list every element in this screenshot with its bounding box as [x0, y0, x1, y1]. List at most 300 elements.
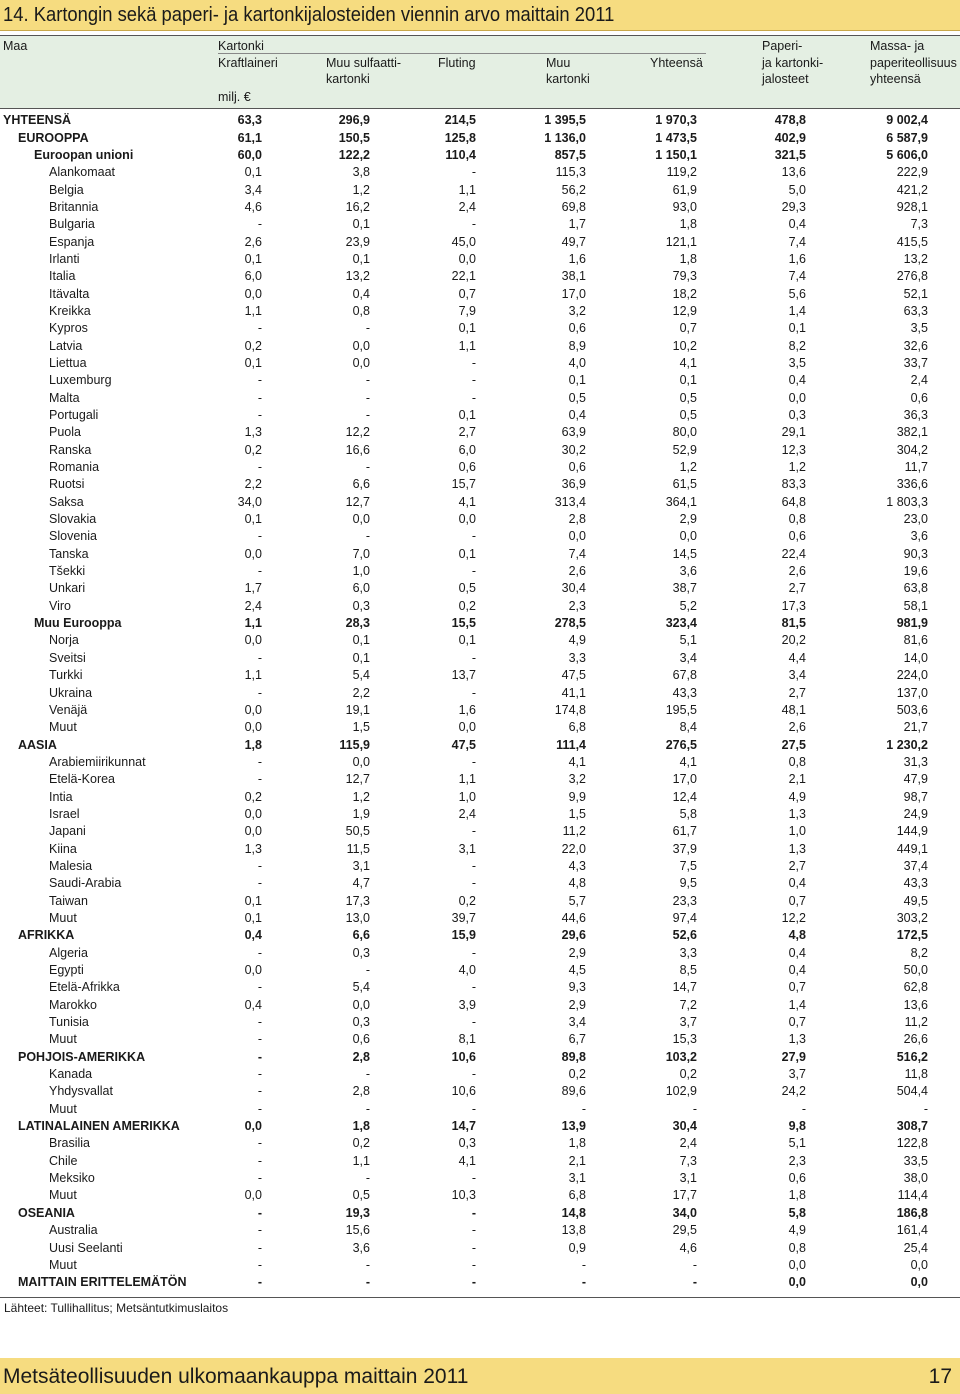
row-value: 114,4	[897, 1188, 928, 1203]
table-row	[0, 945, 960, 962]
row-value: -	[257, 1049, 262, 1064]
row-value: 22,0	[561, 841, 586, 856]
row-value: 6,8	[568, 720, 586, 735]
row-value: 0,6	[352, 1032, 370, 1047]
row-value: 0,5	[679, 390, 697, 405]
row-value: 23,0	[903, 512, 928, 527]
row-padding	[928, 407, 960, 424]
row-value: 161,4	[896, 1223, 928, 1238]
row-label: Alankomaat	[49, 165, 116, 180]
row-value: 16,6	[345, 442, 370, 457]
table-row	[0, 875, 960, 892]
row-value: -	[257, 1015, 262, 1030]
row-label: Etelä-Korea	[49, 772, 116, 787]
row-value: 2,1	[788, 772, 806, 787]
row-value: -	[257, 1136, 262, 1151]
row-value: 224,0	[896, 668, 928, 683]
row-value: 0,7	[788, 1015, 806, 1030]
row-value: 214,5	[444, 113, 476, 128]
row-value: 382,1	[896, 425, 928, 440]
row-value: 1,5	[568, 806, 586, 821]
table-row	[0, 1187, 960, 1204]
header-paperi-1: Paperi-	[762, 39, 803, 53]
row-padding	[928, 945, 960, 962]
row-value: 4,9	[568, 633, 586, 648]
row-value: 12,4	[672, 789, 697, 804]
row-padding	[928, 563, 960, 580]
row-value: 0,0	[788, 1257, 806, 1272]
row-value: 80,0	[672, 425, 697, 440]
table-row	[0, 164, 960, 181]
row-value: 11,5	[346, 841, 370, 856]
row-value: 928,1	[896, 199, 928, 214]
row-value: 63,3	[903, 303, 928, 318]
row-label: Brasilia	[49, 1136, 90, 1151]
row-value: 3,1	[679, 1171, 697, 1186]
row-value: 49,5	[903, 893, 928, 908]
row-value: 0,5	[458, 581, 476, 596]
table-row	[0, 632, 960, 649]
row-label: Tanska	[49, 546, 89, 561]
row-value: 1,1	[458, 772, 476, 787]
row-value: 48,1	[781, 702, 806, 717]
row-value: 1,4	[788, 303, 806, 318]
row-value: -	[692, 1101, 697, 1116]
row-label: Arabiemiirikunnat	[49, 754, 146, 769]
row-value: 2,4	[679, 1136, 697, 1151]
row-padding	[928, 1205, 960, 1222]
row-value: 0,6	[568, 460, 586, 475]
row-value: 61,7	[672, 824, 697, 839]
row-value: 10,3	[451, 1188, 476, 1203]
row-value: 41,1	[561, 685, 586, 700]
row-value: 321,5	[774, 147, 806, 162]
table-row	[0, 494, 960, 511]
row-value: -	[257, 1275, 262, 1290]
row-value: 1,3	[788, 1032, 806, 1047]
row-value: -	[257, 373, 262, 388]
row-label: Japani	[49, 824, 86, 839]
row-value: 9,9	[568, 789, 586, 804]
row-value: 0,3	[352, 1015, 370, 1030]
row-value: 1,2	[352, 182, 370, 197]
row-value: 3,3	[568, 650, 586, 665]
row-value: 1,1	[352, 1153, 370, 1168]
row-value: -	[257, 876, 262, 891]
row-value: 11,7	[904, 460, 928, 475]
row-value: -	[801, 1101, 806, 1116]
row-value: 1,9	[352, 806, 370, 821]
row-value: 3,4	[568, 1015, 586, 1030]
row-value: 1,8	[352, 1119, 370, 1134]
row-value: 6,6	[352, 928, 370, 943]
row-value: 15,6	[345, 1223, 370, 1238]
row-value: 23,3	[672, 893, 697, 908]
row-value: 11,2	[562, 824, 586, 839]
row-value: 1,3	[788, 806, 806, 821]
row-label: Bulgaria	[49, 217, 95, 232]
row-value: 1,3	[244, 841, 262, 856]
row-value: 150,5	[338, 130, 370, 145]
row-value: 0,2	[244, 442, 262, 457]
row-value: 52,1	[903, 286, 928, 301]
row-value: 1,1	[458, 182, 476, 197]
table-row	[0, 719, 960, 736]
row-value: 67,8	[672, 668, 697, 683]
row-value: 115,3	[555, 165, 586, 180]
row-padding	[928, 1118, 960, 1135]
row-value: 1,0	[788, 824, 806, 839]
row-value: 4,0	[568, 355, 586, 370]
row-value: -	[471, 1101, 476, 1116]
row-value: 336,6	[896, 477, 928, 492]
row-value: 3,5	[788, 355, 806, 370]
row-value: 2,7	[788, 858, 806, 873]
row-value: 9,3	[568, 980, 586, 995]
row-value: 6,0	[458, 442, 476, 457]
row-value: 10,2	[672, 338, 697, 353]
row-value: 5,0	[788, 182, 806, 197]
row-value: -	[257, 685, 262, 700]
row-padding	[928, 1222, 960, 1239]
row-value: 4,5	[568, 963, 586, 978]
row-value: 4,1	[458, 1153, 476, 1168]
row-value: 60,0	[237, 147, 262, 162]
row-value: 47,5	[451, 737, 476, 752]
row-value: 0,6	[788, 1171, 806, 1186]
row-value: 1 230,2	[886, 737, 928, 752]
table-row	[0, 979, 960, 996]
row-label: Britannia	[49, 199, 99, 214]
row-label: POHJOIS-AMERIKKA	[18, 1049, 146, 1064]
row-value: 0,4	[352, 286, 370, 301]
table-row	[0, 1118, 960, 1135]
row-value: 0,1	[352, 217, 370, 232]
table-row	[0, 108, 960, 129]
row-value: 52,9	[672, 442, 697, 457]
row-value: 186,8	[896, 1205, 928, 1220]
row-padding	[928, 442, 960, 459]
row-value: 14,7	[672, 980, 697, 995]
row-value: 276,8	[896, 269, 928, 284]
table-row	[0, 892, 960, 909]
row-value: -	[471, 1067, 476, 1082]
row-value: -	[923, 1101, 928, 1116]
row-padding	[928, 598, 960, 615]
row-value: 0,1	[352, 650, 370, 665]
row-value: 8,4	[679, 720, 697, 735]
row-value: 50,0	[903, 963, 928, 978]
row-value: 1,1	[244, 616, 262, 631]
row-value: 174,8	[554, 702, 586, 717]
table-row	[0, 320, 960, 337]
row-value: 6 587,9	[886, 130, 928, 145]
row-value: 1,4	[788, 997, 806, 1012]
row-value: 21,7	[903, 720, 928, 735]
row-value: -	[471, 1223, 476, 1238]
row-label: Latvia	[49, 338, 83, 353]
row-value: 20,2	[781, 633, 806, 648]
row-value: 1,6	[568, 251, 586, 266]
row-value: 13,6	[903, 997, 928, 1012]
row-value: 0,0	[244, 546, 262, 561]
row-padding	[928, 1153, 960, 1170]
table-row	[0, 1014, 960, 1031]
row-value: 0,8	[788, 1240, 806, 1255]
row-padding	[928, 1101, 960, 1118]
row-value: 0,0	[788, 1275, 806, 1290]
row-value: 12,3	[781, 442, 806, 457]
row-value: 98,7	[903, 789, 928, 804]
row-value: 4,4	[788, 650, 806, 665]
row-padding	[928, 823, 960, 840]
row-label: Taiwan	[49, 893, 88, 908]
table-row	[0, 1274, 960, 1291]
row-label: Euroopan unioni	[34, 147, 134, 162]
row-value: 0,5	[568, 390, 586, 405]
footer-text: Metsäteollisuuden ulkomaankauppa maittain 2011	[3, 1365, 469, 1388]
row-padding	[928, 754, 960, 771]
header-kartonki-rule	[218, 53, 706, 54]
row-value: 13,9	[561, 1119, 586, 1134]
row-value: 0,2	[458, 893, 476, 908]
row-label: LATINALAINEN AMERIKKA	[18, 1119, 180, 1134]
row-value: 4,8	[568, 876, 586, 891]
row-value: 276,5	[665, 737, 697, 752]
row-value: 16,2	[345, 199, 370, 214]
row-value: 103,2	[665, 1049, 697, 1064]
row-value: -	[471, 373, 476, 388]
row-value: 8,9	[568, 338, 586, 353]
row-value: 296,9	[338, 113, 370, 128]
row-value: 1,1	[244, 303, 262, 318]
row-label: Muut	[49, 1101, 77, 1116]
row-value: 31,3	[903, 754, 928, 769]
row-padding	[928, 285, 960, 302]
row-value: 0,0	[244, 1119, 262, 1134]
row-value: 19,3	[345, 1205, 370, 1220]
row-label: Ranska	[49, 442, 92, 457]
row-value: 34,0	[672, 1205, 697, 1220]
row-value: 0,5	[352, 1188, 370, 1203]
row-value: 29,5	[672, 1223, 697, 1238]
row-padding	[928, 303, 960, 320]
row-label: Itävalta	[49, 286, 90, 301]
row-value: 38,1	[561, 269, 586, 284]
row-value: 0,1	[244, 165, 262, 180]
row-value: 2,3	[568, 598, 586, 613]
row-padding	[928, 147, 960, 164]
row-value: 18,2	[672, 286, 697, 301]
row-value: 0,0	[352, 997, 370, 1012]
row-value: 25,4	[903, 1240, 928, 1255]
row-value: 125,8	[444, 130, 476, 145]
row-value: -	[365, 1257, 370, 1272]
row-value: 13,2	[345, 269, 370, 284]
row-value: 0,7	[458, 286, 476, 301]
row-padding	[928, 372, 960, 389]
table-row	[0, 1101, 960, 1118]
row-value: 22,1	[451, 269, 476, 284]
row-value: -	[257, 321, 262, 336]
row-value: 5,4	[352, 980, 370, 995]
row-value: 81,5	[781, 616, 806, 631]
row-padding	[928, 1257, 960, 1274]
row-value: 15,5	[451, 616, 476, 631]
row-padding	[928, 892, 960, 909]
row-value: -	[365, 1275, 370, 1290]
row-value: 3,6	[352, 1240, 370, 1255]
row-value: 43,3	[903, 876, 928, 891]
row-padding	[928, 1187, 960, 1204]
row-value: 24,2	[781, 1084, 806, 1099]
row-label: Saksa	[49, 494, 84, 509]
row-label: Muut	[49, 910, 77, 925]
row-value: 13,8	[561, 1223, 586, 1238]
table-row	[0, 233, 960, 250]
row-value: 122,8	[896, 1136, 928, 1151]
row-padding	[928, 1083, 960, 1100]
row-value: 1,8	[244, 737, 262, 752]
row-value: 0,2	[244, 789, 262, 804]
row-value: -	[257, 1101, 262, 1116]
row-value: -	[365, 321, 370, 336]
table-row	[0, 181, 960, 198]
table-row	[0, 754, 960, 771]
row-value: 0,0	[788, 390, 806, 405]
row-label: Muut	[49, 1188, 77, 1203]
row-value: 49,7	[561, 234, 586, 249]
table-row	[0, 1049, 960, 1066]
row-value: 5 606,0	[886, 147, 928, 162]
row-value: 0,6	[458, 460, 476, 475]
row-value: 0,0	[244, 286, 262, 301]
row-value: 0,0	[352, 355, 370, 370]
header-muu-sulfaatti-2: kartonki	[326, 72, 370, 86]
row-value: 50,5	[345, 824, 370, 839]
row-value: 0,0	[458, 720, 476, 735]
table-row	[0, 1257, 960, 1274]
table-row	[0, 997, 960, 1014]
row-value: 0,1	[244, 910, 262, 925]
row-value: 93,0	[672, 199, 697, 214]
table-row	[0, 528, 960, 545]
row-value: 504,4	[896, 1084, 928, 1099]
row-value: 0,0	[244, 824, 262, 839]
row-padding	[928, 615, 960, 632]
row-padding	[928, 875, 960, 892]
row-label: AFRIKKA	[18, 928, 75, 943]
row-value: -	[471, 564, 476, 579]
header-muu-sulfaatti-1: Muu sulfaatti-	[326, 56, 402, 70]
row-value: 5,4	[352, 668, 370, 683]
row-value: 58,1	[903, 598, 928, 613]
table-row	[0, 407, 960, 424]
row-value: 27,9	[781, 1049, 806, 1064]
row-value: -	[257, 529, 262, 544]
source-note: Lähteet: Tullihallitus; Metsäntutkimuslaitos	[4, 1301, 229, 1315]
row-value: 2,7	[788, 685, 806, 700]
row-value: 32,6	[903, 338, 928, 353]
row-value: 4,1	[568, 754, 586, 769]
row-value: 10,6	[451, 1049, 476, 1064]
row-value: 17,3	[345, 893, 370, 908]
row-value: 29,6	[561, 928, 586, 943]
row-value: 0,2	[244, 338, 262, 353]
row-padding	[928, 216, 960, 233]
row-value: 144,9	[896, 824, 928, 839]
table-row	[0, 1170, 960, 1187]
row-value: 15,3	[672, 1032, 697, 1047]
row-value: 44,6	[561, 910, 586, 925]
row-value: 15,7	[451, 477, 476, 492]
row-value: 1,2	[352, 789, 370, 804]
row-value: 5,2	[679, 598, 697, 613]
row-value: -	[471, 217, 476, 232]
row-value: 981,9	[896, 616, 928, 631]
row-value: 2,7	[458, 425, 476, 440]
row-value: -	[365, 460, 370, 475]
header-maa: Maa	[3, 39, 28, 53]
row-value: 111,4	[556, 737, 586, 752]
row-value: 0,1	[458, 321, 476, 336]
row-value: 0,4	[788, 373, 806, 388]
table-row	[0, 199, 960, 216]
row-value: 1,8	[679, 251, 697, 266]
row-value: 13,7	[451, 668, 476, 683]
row-value: 0,1	[788, 321, 806, 336]
row-label: Liettua	[49, 355, 87, 370]
row-value: 12,7	[345, 494, 370, 509]
row-value: 5,1	[679, 633, 697, 648]
row-value: 28,3	[345, 616, 370, 631]
row-value: 5,7	[568, 893, 586, 908]
row-value: 0,6	[910, 390, 928, 405]
row-value: 0,3	[352, 945, 370, 960]
row-label: Italia	[49, 269, 76, 284]
table-row	[0, 337, 960, 354]
row-value: 1 150,1	[655, 147, 697, 162]
row-value: 19,6	[903, 564, 928, 579]
row-padding	[928, 667, 960, 684]
row-value: 36,3	[903, 408, 928, 423]
row-value: -	[365, 1067, 370, 1082]
row-value: -	[257, 408, 262, 423]
row-padding	[928, 233, 960, 250]
row-padding	[928, 511, 960, 528]
row-value: -	[471, 1171, 476, 1186]
table-row	[0, 615, 960, 632]
row-value: 0,0	[679, 529, 697, 544]
data-table	[0, 108, 960, 1291]
row-value: -	[365, 373, 370, 388]
row-label: Kypros	[49, 321, 88, 336]
row-value: -	[257, 980, 262, 995]
row-label: Etelä-Afrikka	[49, 980, 120, 995]
row-label: Sveitsi	[49, 650, 86, 665]
row-value: 2,3	[788, 1153, 806, 1168]
row-padding	[928, 1066, 960, 1083]
row-label: Chile	[49, 1153, 78, 1168]
row-label: Intia	[49, 789, 73, 804]
row-value: 0,5	[679, 408, 697, 423]
row-value: 3,8	[352, 165, 370, 180]
row-value: 10,6	[451, 1084, 476, 1099]
row-padding	[928, 962, 960, 979]
row-value: 13,2	[903, 251, 928, 266]
row-value: 0,0	[244, 1188, 262, 1203]
row-value: 2,4	[458, 199, 476, 214]
